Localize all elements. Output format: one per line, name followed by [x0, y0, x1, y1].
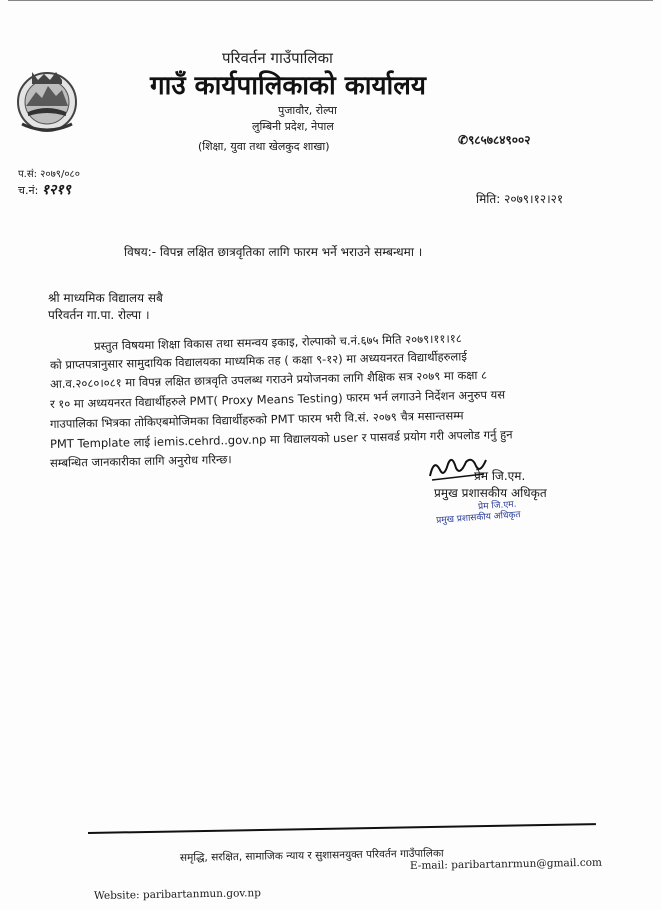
letter-date: मिति: २०७९।१२।२१ — [476, 192, 564, 206]
phone-number: ९८५७८४९००२ — [468, 133, 531, 147]
top-border — [8, 0, 653, 1]
footer-website: Website: paribartanmun.gov.np — [93, 887, 261, 902]
body-line: प्रस्तुत विषयमा शिक्षा विकास तथा समन्वय इकाइ, रोल्पाको च.नं.६७५ मिति २०७९।११।१८ — [93, 331, 462, 353]
signatory-name: प्रेम जि.एम. — [474, 469, 526, 483]
nepal-emblem-icon — [14, 66, 80, 134]
footer-motto: समृद्धि, सरक्षित, सामाजिक न्याय र सुशासनयुक्त परिवर्तन गाउँपालिका — [179, 847, 444, 864]
office-location: पुजावौर, रोल्पा — [278, 104, 337, 117]
body-line: PMT Template लाई iemis.cehrd..gov.np मा विद्यालयको user र पासवर्ड प्रयोग गरी अपलोड गर्नु हुन — [49, 427, 513, 451]
office-province: लुम्बिनी प्रदेश, नेपाल — [252, 120, 334, 133]
addressee-line-2: परिवर्तन गा.पा. रोल्पा । — [48, 308, 150, 322]
footer-email: E-mail: paribartanrmun@gmail.com — [409, 856, 603, 872]
body-line: गाउपालिका भित्रका तोकिएबमोजिमका विद्यार्थीहरुको PMT फारम भरी वि.सं. २०७९ चैत्र मसान्तसम्म — [49, 408, 464, 431]
body-line: को प्राप्तपत्रानुसार सामुदायिक विद्यालयका माध्यमिक तह ( कक्षा ९-१२) मा अध्ययनरत विद्यार्थीहरुलाई — [49, 349, 468, 372]
chalani-value: १२१९ — [41, 182, 71, 198]
body-line: र १० मा अध्ययनरत विद्यार्थीहरुले PMT( Proxy Means Testing) फारम भर्न लगाउने निर्देशन अनुरुप यस — [49, 387, 506, 411]
office-name: गाउँ कार्यपालिकाको कार्यालय — [150, 71, 426, 101]
footer-divider — [88, 823, 596, 834]
phone-icon: ✆ — [458, 133, 469, 147]
office-section: (शिक्षा, युवा तथा खेलकुद शाखा) — [198, 140, 330, 153]
municipality-name: परिवर्तन गाउँपालिका — [222, 49, 333, 67]
chalani-number — [18, 180, 71, 199]
body-line: सम्बन्धित जानकारीका लागि अनुरोध गरिन्छ। — [49, 452, 232, 470]
body-line: आ.व.२०८०।०८१ मा विपन्न लक्षित छात्रवृति उपलब्ध गराउने प्रयोजनका लागि शैक्षिक सत्र २०७९ मा कक्षा ८ — [49, 367, 488, 391]
chalani-label: च.नं: — [18, 184, 39, 197]
office-phone — [458, 131, 530, 148]
letter-subject: विषय:- विपन्न लक्षित छात्रवृतिका लागि फारम भर्ने भराउने सम्बन्धमा । — [124, 245, 423, 259]
patra-sankhya: प.सं: २०७९/०८० — [18, 169, 80, 180]
stamp-title: प्रमुख प्रशासकीय अधिकृत — [435, 510, 521, 526]
stamp-name: प्रेम जि.एम. — [477, 499, 517, 513]
addressee-line-1: श्री माध्यमिक विद्यालय सबै — [48, 291, 163, 305]
signatory-title: प्रमुख प्रशासकीय अधिकृत — [434, 486, 547, 500]
